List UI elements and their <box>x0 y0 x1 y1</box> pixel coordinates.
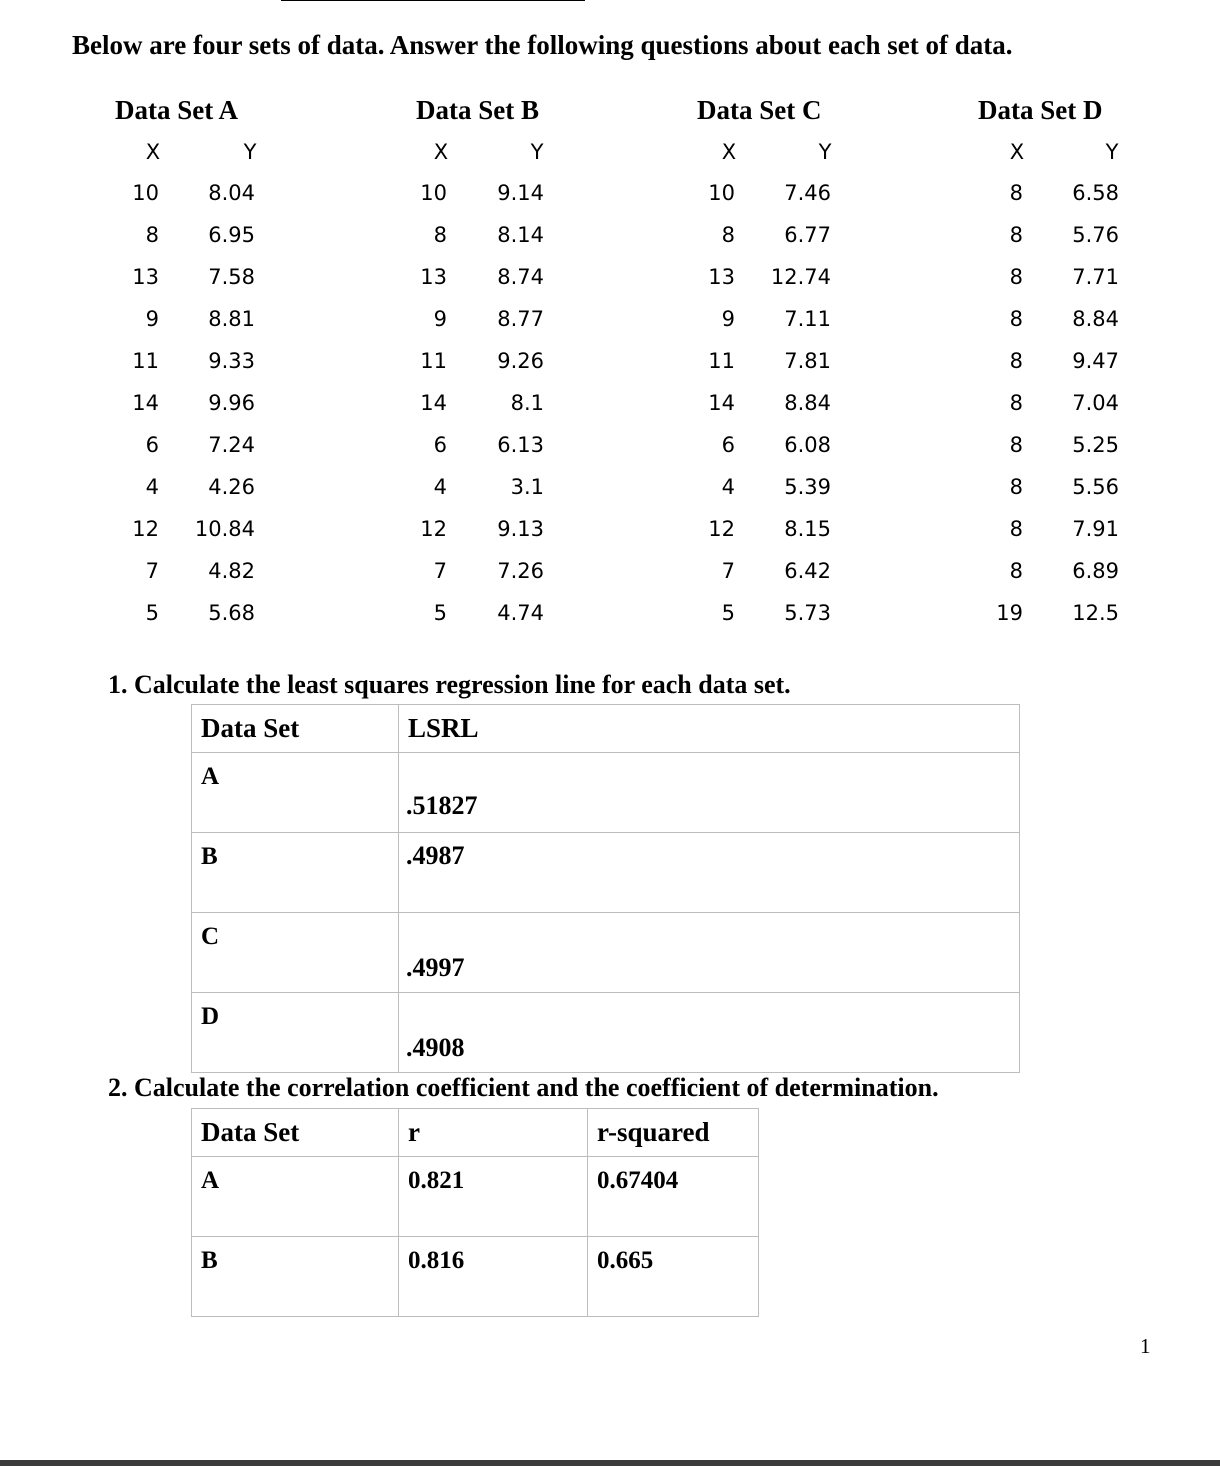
data-set-d-y-value: 7.71 <box>1072 265 1119 289</box>
intro-text: Below are four sets of data. Answer the following questions about each set of data. <box>72 30 1013 60</box>
data-set-a-y-value: 9.33 <box>208 349 255 373</box>
data-set-d-x-value: 8 <box>1009 517 1023 541</box>
data-set-d-x-value: 8 <box>1009 475 1023 499</box>
page-number: 1 <box>1140 1334 1151 1358</box>
data-set-b-y-value: 8.74 <box>497 265 544 289</box>
correlation-r-value[interactable]: 0.821 <box>399 1157 588 1237</box>
data-set-b-y-value: 8.1 <box>510 391 544 415</box>
data-set-c-x-value: 12 <box>708 517 735 541</box>
data-set-a-x-value: 9 <box>145 307 159 331</box>
data-set-b-x-value: 13 <box>420 265 447 289</box>
data-set-b-y-value: 9.26 <box>497 349 544 373</box>
data-set-a-x-value: 4 <box>145 475 159 499</box>
data-set-c-x-header: X <box>721 140 737 164</box>
data-set-a-x-value: 12 <box>132 517 159 541</box>
data-set-a-y-value: 7.58 <box>208 265 255 289</box>
correlation-col-data-set: Data Set <box>192 1109 399 1157</box>
data-set-c-y-value: 7.11 <box>784 307 831 331</box>
data-set-d-x-value: 8 <box>1009 391 1023 415</box>
data-set-c-x-value: 10 <box>708 181 735 205</box>
data-set-a-x-value: 8 <box>145 223 159 247</box>
lsrl-value: .4987 <box>406 841 465 870</box>
table-row <box>192 753 1020 833</box>
data-set-b-x-value: 5 <box>433 601 447 625</box>
question-1-text: 1. Calculate the least squares regression line for each data set. <box>108 670 791 699</box>
correlation-r-value[interactable]: 0.816 <box>399 1237 588 1317</box>
data-set-a-x-value: 7 <box>145 559 159 583</box>
data-set-c-y-value: 12.74 <box>770 265 831 289</box>
data-set-d-x-value: 8 <box>1009 433 1023 457</box>
data-set-d-x-value: 8 <box>1009 559 1023 583</box>
data-set-a-x-value: 10 <box>132 181 159 205</box>
table-row <box>192 913 1020 993</box>
data-set-a-y-value: 8.81 <box>208 307 255 331</box>
table-row <box>192 833 1020 913</box>
data-set-b-x-value: 10 <box>420 181 447 205</box>
data-set-c-y-value: 7.81 <box>784 349 831 373</box>
data-set-a-x-value: 6 <box>145 433 159 457</box>
data-set-d-y-value: 5.56 <box>1072 475 1119 499</box>
data-set-d-x-value: 8 <box>1009 181 1023 205</box>
data-set-d-x-value: 8 <box>1009 265 1023 289</box>
data-set-d-x-value: 8 <box>1009 307 1023 331</box>
lsrl-set-label: C <box>192 913 399 993</box>
data-set-a-y-value: 9.96 <box>208 391 255 415</box>
data-set-b-x-value: 14 <box>420 391 447 415</box>
data-set-d-y-value: 8.84 <box>1072 307 1119 331</box>
data-set-b-y-value: 7.26 <box>497 559 544 583</box>
data-set-c-x-value: 14 <box>708 391 735 415</box>
data-set-a-y-value: 4.26 <box>208 475 255 499</box>
data-set-d-y-value: 6.89 <box>1072 559 1119 583</box>
data-set-a-y-value: 4.82 <box>208 559 255 583</box>
data-set-c-x-value: 7 <box>721 559 735 583</box>
data-set-b-y-value: 3.1 <box>510 475 544 499</box>
data-set-c-y-header: Y <box>818 140 832 164</box>
data-set-d-y-value: 12.5 <box>1072 601 1119 625</box>
lsrl-value-cell[interactable] <box>399 753 1020 833</box>
lsrl-value-cell[interactable] <box>399 913 1020 993</box>
data-set-c-x-value: 13 <box>708 265 735 289</box>
data-set-c-y-value: 7.46 <box>784 181 831 205</box>
data-set-c-title: Data Set C <box>697 95 822 125</box>
data-set-a-x-value: 5 <box>145 601 159 625</box>
data-set-b-x-value: 7 <box>433 559 447 583</box>
data-set-b-x-value: 12 <box>420 517 447 541</box>
correlation-col-r-squared: r-squared <box>588 1109 759 1157</box>
correlation-set-label: A <box>192 1157 399 1237</box>
data-set-a-title: Data Set A <box>115 95 238 125</box>
correlation-r-squared-value[interactable]: 0.665 <box>588 1237 759 1317</box>
data-set-c-y-value: 8.84 <box>784 391 831 415</box>
data-set-a-y-value: 8.04 <box>208 181 255 205</box>
data-set-c-y-value: 6.42 <box>784 559 831 583</box>
data-set-a-y-value: 6.95 <box>208 223 255 247</box>
correlation-table-header-row <box>192 1109 759 1157</box>
data-set-d-x-value: 8 <box>1009 223 1023 247</box>
data-set-d-y-header: Y <box>1105 140 1119 164</box>
data-set-d-y-value: 7.04 <box>1072 391 1119 415</box>
lsrl-set-label: A <box>192 753 399 833</box>
data-set-b-title: Data Set B <box>416 95 539 125</box>
lsrl-set-label: D <box>192 993 399 1073</box>
data-set-a-y-header: Y <box>243 140 257 164</box>
lsrl-value: .4997 <box>406 953 465 982</box>
data-set-d-y-value: 5.76 <box>1072 223 1119 247</box>
correlation-set-label: B <box>192 1237 399 1317</box>
data-set-c-x-value: 6 <box>721 433 735 457</box>
bottom-bar <box>0 1460 1220 1466</box>
data-set-c-y-value: 6.77 <box>784 223 831 247</box>
data-set-d-y-value: 5.25 <box>1072 433 1119 457</box>
data-set-b-y-value: 9.13 <box>497 517 544 541</box>
data-set-b-y-value: 4.74 <box>497 601 544 625</box>
data-set-d-y-value: 6.58 <box>1072 181 1119 205</box>
correlation-col-r: r <box>399 1109 588 1157</box>
data-set-a-y-value: 5.68 <box>208 601 255 625</box>
data-set-b-y-value: 8.14 <box>497 223 544 247</box>
lsrl-col-data-set: Data Set <box>192 705 399 753</box>
data-set-a-x-value: 13 <box>132 265 159 289</box>
lsrl-col-lsrl: LSRL <box>399 705 1020 753</box>
data-set-c-x-value: 8 <box>721 223 735 247</box>
data-set-b-x-value: 4 <box>433 475 447 499</box>
lsrl-table <box>191 704 1020 1073</box>
data-set-c-x-value: 11 <box>708 349 735 373</box>
data-set-b-x-value: 9 <box>433 307 447 331</box>
table-row <box>192 1237 759 1317</box>
data-set-b-y-header: Y <box>530 140 544 164</box>
data-set-d-x-value: 8 <box>1009 349 1023 373</box>
lsrl-value-cell[interactable] <box>399 993 1020 1073</box>
data-set-c-y-value: 5.39 <box>784 475 831 499</box>
top-rule <box>281 0 585 1</box>
data-set-d-x-value: 19 <box>996 601 1023 625</box>
correlation-table <box>191 1108 759 1317</box>
data-set-a-x-header: X <box>145 140 161 164</box>
data-set-d-x-header: X <box>1009 140 1025 164</box>
table-row <box>192 993 1020 1073</box>
lsrl-value: .51827 <box>406 791 478 820</box>
table-row <box>192 1157 759 1237</box>
data-set-b-y-value: 9.14 <box>497 181 544 205</box>
question-2-text: 2. Calculate the correlation coefficient and the coefficient of determination. <box>108 1073 939 1102</box>
lsrl-set-label: B <box>192 833 399 913</box>
data-set-b-x-header: X <box>433 140 449 164</box>
lsrl-value: .4908 <box>406 1033 465 1062</box>
data-set-a-x-value: 11 <box>132 349 159 373</box>
lsrl-table-header-row <box>192 705 1020 753</box>
data-set-d-y-value: 9.47 <box>1072 349 1119 373</box>
data-set-c-y-value: 5.73 <box>784 601 831 625</box>
data-set-b-x-value: 11 <box>420 349 447 373</box>
data-set-c-x-value: 5 <box>721 601 735 625</box>
data-set-c-x-value: 4 <box>721 475 735 499</box>
data-set-b-x-value: 8 <box>433 223 447 247</box>
data-set-d-y-value: 7.91 <box>1072 517 1119 541</box>
data-set-a-y-value: 10.84 <box>194 517 255 541</box>
data-set-a-y-value: 7.24 <box>208 433 255 457</box>
lsrl-value-cell[interactable] <box>399 833 1020 913</box>
data-set-b-y-value: 8.77 <box>497 307 544 331</box>
data-set-c-y-value: 8.15 <box>784 517 831 541</box>
data-set-b-x-value: 6 <box>433 433 447 457</box>
correlation-r-squared-value[interactable]: 0.67404 <box>588 1157 759 1237</box>
data-set-c-y-value: 6.08 <box>784 433 831 457</box>
data-set-d-title: Data Set D <box>978 95 1103 125</box>
data-set-c-x-value: 9 <box>721 307 735 331</box>
data-set-b-y-value: 6.13 <box>497 433 544 457</box>
data-set-a-x-value: 14 <box>132 391 159 415</box>
